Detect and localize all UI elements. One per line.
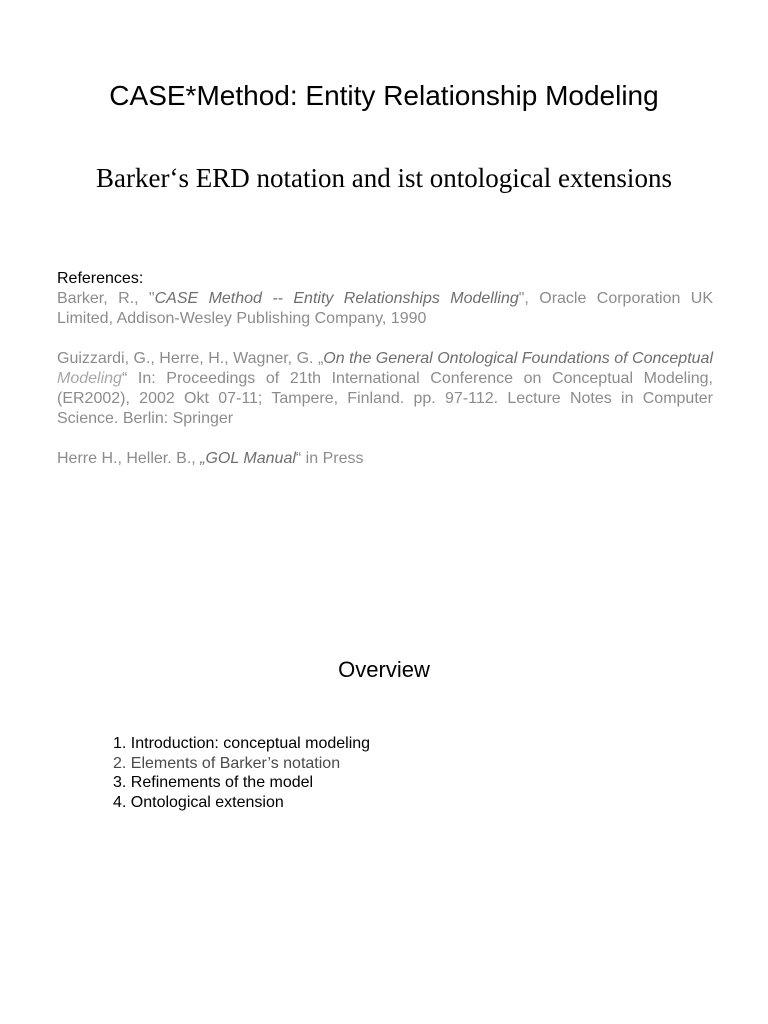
reference-barker-publisher: ", Oracle Corporation UK Limited, Addison-Wesley Publishing Company, 1990 <box>57 290 713 327</box>
references-heading: References: <box>57 270 144 287</box>
reference-barker-authors: Barker, R., " <box>57 290 155 307</box>
reference-guizzardi-title: On the General Ontological Foundations of Conceptual <box>323 350 713 367</box>
reference-herre <box>57 449 713 469</box>
subtitle: Barker‘s ERD notation and ist ontological extensions <box>96 163 672 193</box>
references-section <box>57 269 713 469</box>
reference-barker <box>57 289 713 329</box>
reference-herre-authors: Herre H., Heller. B., <box>57 450 201 467</box>
reference-guizzardi-source: “ In: Proceedings of 21th International Conference on Conceptual Modeling, (ER2002), 2002 Okt 07-11; Tampere, Finland. pp. 97-112. Lecture Notes in Computer Science. Berlin: Springer <box>57 370 713 427</box>
reference-herre-status: “ in Press <box>295 450 364 467</box>
overview-item-refinements: 3. Refinements of the model <box>113 774 314 791</box>
overview-list <box>113 734 513 812</box>
overview-item-ontological-extension: 4. Ontological extension <box>113 793 284 811</box>
reference-barker-title: CASE Method -- Entity Relationships Modelling <box>154 290 519 307</box>
reference-guizzardi-title-end: Modeling <box>57 370 122 387</box>
reference-herre-title: „GOL Manual <box>200 450 296 467</box>
overview-item-introduction: 1. Introduction: conceptual modeling <box>113 735 371 752</box>
reference-guizzardi <box>57 349 713 429</box>
overview-title: Overview <box>338 657 430 682</box>
overview-item-elements: 2. Elements of Barker’s notation <box>113 754 341 772</box>
page-title: CASE*Method: Entity Relationship Modeling <box>109 80 659 111</box>
reference-guizzardi-authors: Guizzardi, G., Herre, H., Wagner, G. „ <box>57 350 324 367</box>
